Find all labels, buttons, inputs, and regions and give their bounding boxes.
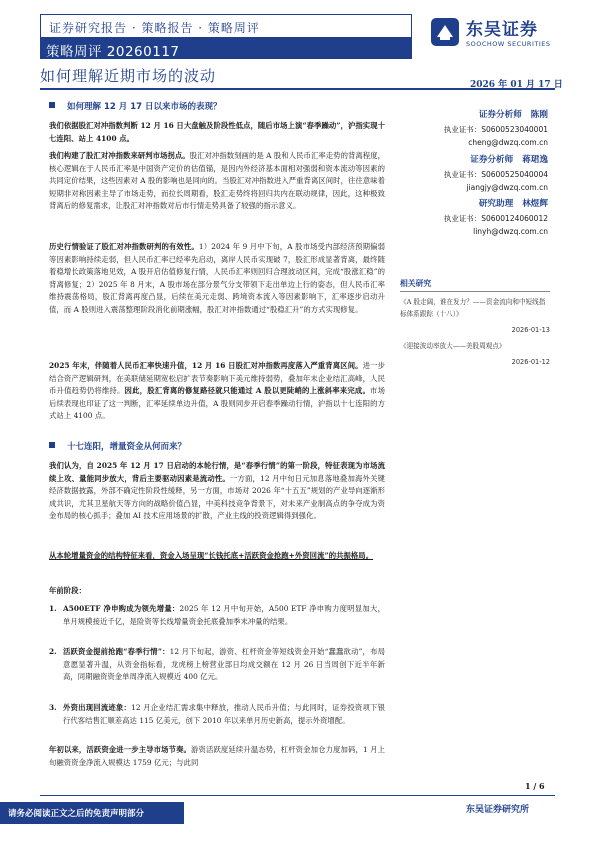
related-divider — [400, 291, 550, 292]
analyst-card — [418, 153, 558, 194]
list-number: 1. — [49, 604, 57, 613]
paragraph-text: 从本轮增量资金的结构特征来看，资金入场呈现“长钱托底+活跃资金抢跑+外资回流”的共振格局。 — [49, 551, 374, 560]
bullet-square-icon — [49, 102, 55, 108]
logo-text-en: SOOCHOW SECURITIES — [466, 40, 551, 48]
soochow-logo-icon — [430, 17, 460, 47]
analyst-role: 证券分析师 陈刚 — [478, 110, 548, 120]
analyst-role: 证券分析师 蒋珺逸 — [470, 155, 548, 165]
paragraph-lead: 历史行情验证了股汇对冲指数研判的有效性。 — [49, 242, 199, 251]
paragraph-text: 股汇对冲指数刻画的是 A 股和人民币汇率走势的背离程度，核心逻辑在于人民币汇率是中国资产定价的估值锚，是因内外经济基本面相对强弱和资本流动等因素的共同定价结果，这些因素对 A 股的影响也是同向的。当股汇对冲指数进入严重背离区间时，往往意味着短期非对称因素主导了市场走势，而拉长周期看，股汇走势终将回归共内在联动规律，因此，这种极致背离后的修复需求，让股汇对冲指数对后市行情走势具备了较强的指示意义。 — [49, 151, 386, 211]
paragraph — [49, 460, 385, 523]
list-number: 3. — [49, 703, 57, 712]
analyst-email[interactable]: jiangjy@dwzq.com.cn — [466, 182, 548, 192]
paragraph-lead: 活跃资金提前抢跑“春季行情”： — [63, 647, 170, 656]
section-title: 十七连阳，增量资金从何而来？ — [67, 442, 187, 452]
breadcrumb: 证券研究报告 · 策略报告 · 策略周评 — [49, 21, 260, 35]
list-item — [49, 646, 385, 684]
footer-firm: 东吴证券研究所 — [466, 805, 530, 815]
report-label: 策略周评 20260117 — [46, 44, 180, 60]
footer-divider — [40, 795, 555, 796]
paragraph — [49, 241, 385, 317]
paragraph-lead: 我们认为，自 2025 年 12 月 17 日启动的本轮行情，是“春季行情”的第一阶段，特征表现为市场流续上攻、量能同步放大，背后主要驱动因素是流动性。 — [49, 461, 385, 483]
page-number: 1 / 6 — [525, 781, 545, 791]
paragraph — [49, 744, 385, 769]
paragraph-text: 游资活跃度延续升温态势，杠杆资金加仓力度加码，1 月上旬融资资金净流入规模达 1759 亿元；与此同 — [49, 745, 386, 767]
paragraph-text: 我们依据股汇对冲指数判断 12 月 16 日大盘触及阶段性低点，随后市场上演“春季躁动”，沪指实现十七连阳、站上 4100 点。 — [49, 121, 385, 143]
analyst-cert: 执业证书：S0600523040001 — [443, 125, 548, 134]
analyst-name: 林煜辉 — [522, 199, 548, 209]
bullet-square-icon — [49, 442, 55, 448]
list-number: 2. — [49, 647, 57, 656]
paragraph — [49, 360, 385, 423]
paragraph-text: 进一步结合资产逻辑研判，在美联储延期宽松启扩表节奏影响下美元维持弱势，叠加年末企业结汇高峰，人民币升值趋势仍将维持。 — [49, 361, 385, 396]
paragraph-text: 年前阶段： — [49, 586, 86, 595]
paragraph-text: 12 月下旬起，游资、杠杆资金等短线资金开始“蠢蠢欲动”，布局意愿显著升温，从资金指标看，龙虎榜上榜营业部日均成交额在 12 月 26 日当周创下近半年新高，同期融资资金单周净流入规模近 400 亿元。 — [63, 647, 385, 682]
paragraph — [49, 150, 385, 213]
company-logo — [430, 13, 560, 53]
analyst-email[interactable]: linyh@dwzq.com.cn — [473, 226, 548, 236]
paragraph-text: 2025 年 12 月中旬开始，A500 ETF 净申购力度明显加大，单月规模接近千亿，是险资等长线增量资金托底叠加季末冲量的结果。 — [63, 604, 385, 626]
paragraph-lead: A500ETF 净申购成为领先增量： — [63, 604, 180, 613]
paragraph-lead: 2025 年末，伴随着人民币汇率快速升值，12 月 16 日股汇对冲指数再度落入严重背离区间。 — [49, 361, 363, 370]
paragraph — [49, 120, 385, 145]
list-item — [49, 603, 385, 628]
paragraph-text: 市场后续表现也印证了这一判断，汇率延续单边升值，A 股则同步开启春季躁动行情，沪指以十七连阳的方式站上 4100 点。 — [49, 386, 385, 421]
analyst-name: 蒋珺逸 — [522, 155, 548, 165]
disclaimer-text: 请务必阅读正文之后的免责声明部分 — [8, 809, 145, 819]
paragraph-lead: 年初以来，活跃资金进一步主导市场节奏。 — [49, 745, 192, 754]
related-item[interactable]: 《A 股走阔，谁在发力？——资金流向和中短线指标体系跟踪（十八）》 — [400, 298, 546, 318]
paragraph — [49, 585, 385, 598]
paragraph-text: 12 月企业结汇需求集中释放，推动人民币升值；与此同时，证券投资项下银行代客结售汇顺差高达 115 亿美元，创下 2010 年以来单月历史新高，提示外资增配。 — [63, 703, 385, 725]
paragraph — [49, 550, 385, 563]
logo-text-cn: 东吴证券 — [466, 20, 538, 40]
paragraph-lead: 因此，股汇背离的修复路径就只能通过 A 股以更陡峭的上涨斜率来完成。 — [124, 386, 371, 396]
section-heading — [49, 440, 186, 452]
analyst-card — [418, 197, 558, 238]
analyst-email[interactable]: cheng@dwzq.com.cn — [468, 137, 548, 147]
breadcrumb-box — [40, 14, 412, 38]
paragraph-lead: 我们构建了股汇对冲指数来研判市场拐点。 — [49, 151, 190, 160]
analyst-cert: 执业证书：S0600124060012 — [443, 214, 548, 223]
page-title: 如何理解近期市场的波动 — [40, 67, 217, 85]
related-item[interactable]: 《迎接波动率放大——美股周观点》 — [400, 342, 506, 350]
section-heading — [49, 100, 222, 112]
analyst-card — [418, 108, 558, 149]
analyst-role: 研究助理 林煜辉 — [478, 199, 548, 209]
related-item-date: 2026-01-12 — [511, 358, 550, 366]
paragraph-text: 1）2024 年 9 月中下旬，A 股市场受内部经济预期偏弱等因素影响持续走弱，但人民币汇率已经率先启动，离岸人民币实现破 7，股汇形成显著背离，最终随着稳增长政策落地见效，A 股开启估值修复行情，人民币汇率则回归合理波动区间，完成“股涨汇稳”的背离修复；2）2025 年 8 月末，A 股市场在部分景气分支带领下走出单边上行的姿态，但人民币汇率维持震荡格局，股汇背离再度凸显，后续在美元走弱、跨境资本流入等因素影响下，汇率逐步启动升值，而 A 股则进入震荡整理阶段消化前期涨幅，股汇对冲指数通过“股稳汇升”的方式实现修复。 — [49, 242, 385, 314]
section-title: 如何理解 12 月 17 日以来市场的表现？ — [67, 102, 222, 112]
report-label-bar — [40, 38, 412, 59]
report-date: 2026 年 01 月 17 日 — [470, 80, 563, 90]
list-item — [49, 702, 385, 727]
paragraph-text: 一方面，12 月中旬日元加息落地叠加海外关键经济数据披露，外部不确定性阶段性缓释，另一方面，市场对 2026 年“十五五”规划的产业导向逐渐形成共识，尤其卫星航天等方向的战略价值凸显，中美科技竞争背景下，对未来产业制高点的争夺成为资金布局的核心抓手；叠加 AI 技术应用场景的扩散，产业主线的投资逻辑得到强化。 — [49, 473, 386, 521]
disclaimer-banner — [0, 802, 184, 824]
paragraph-lead: 外资出现回流迹象： — [63, 703, 132, 712]
related-research-title: 相关研究 — [400, 279, 432, 288]
related-item-date: 2026-01-13 — [511, 326, 550, 334]
analyst-cert: 执业证书：S0600525040004 — [443, 170, 548, 179]
analyst-name: 陈刚 — [530, 110, 548, 120]
